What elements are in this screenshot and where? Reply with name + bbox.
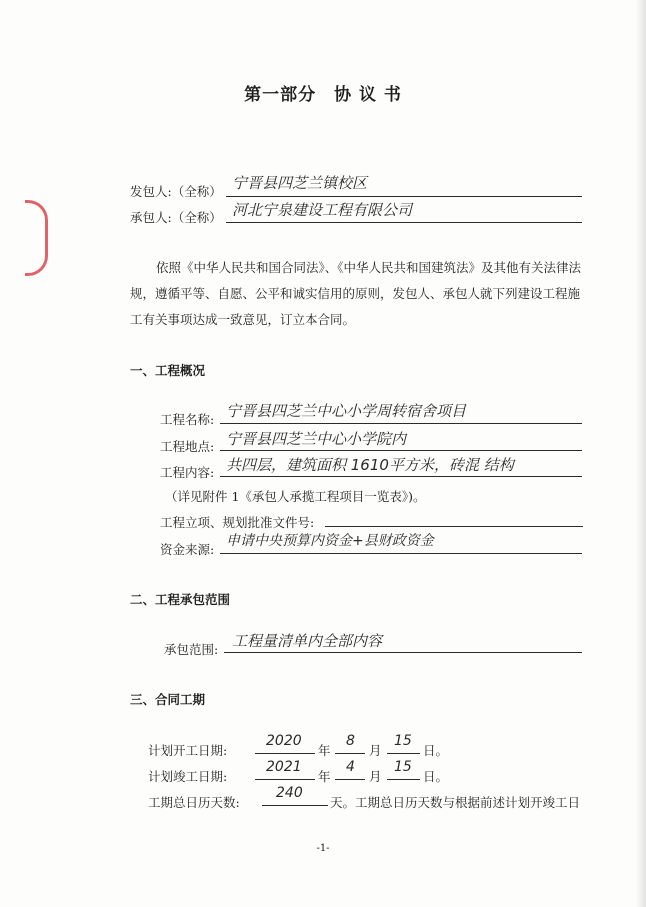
duration-value: 240 xyxy=(276,785,303,801)
project-content-label: 工程内容: xyxy=(160,465,215,480)
end-date-label: 计划竣工日期: xyxy=(148,769,228,784)
start-month-value: 8 xyxy=(346,733,355,749)
section3-heading: 三、合同工期 xyxy=(130,692,206,707)
start-day-unit: 日。 xyxy=(423,743,449,758)
attachment-note: （详见附件 1《承包人承揽工程项目一览表》)。 xyxy=(165,489,426,504)
end-month-underline xyxy=(335,779,365,780)
end-year-underline xyxy=(255,779,315,780)
intro-text: 依照《中华人民共和国合同法》、《中华人民共和国建筑法》及其他有关法律法规，遵循平等、自愿、公平和诚实信用的原则，发包人、承包人就下列建设工程施工有关事项达成一致意见，订立本合同。 xyxy=(130,260,582,327)
project-location-label: 工程地点: xyxy=(160,439,215,454)
end-day-underline xyxy=(387,779,420,780)
contractor-label: 承包人:（全称） xyxy=(130,210,222,225)
employer-label: 发包人:（全称） xyxy=(130,184,222,199)
approval-label: 工程立项、规划批准文件号: xyxy=(160,515,315,530)
project-name-value: 宁晋县四芝兰中心小学周转宿舍项目 xyxy=(226,402,467,420)
funding-underline xyxy=(220,553,582,554)
start-date-label: 计划开工日期: xyxy=(148,743,228,758)
end-month-unit: 月 xyxy=(369,769,382,784)
page-edge-shadow xyxy=(636,0,646,907)
funding-label: 资金来源: xyxy=(160,542,215,557)
contractor-value: 河北宁泉建设工程有限公司 xyxy=(232,201,413,219)
duration-underline xyxy=(262,805,328,806)
section2-heading: 二、工程承包范围 xyxy=(130,592,231,607)
project-name-underline xyxy=(220,423,582,424)
project-name-label: 工程名称: xyxy=(160,412,215,427)
employer-value: 宁晋县四芝兰镇校区 xyxy=(232,174,368,192)
section1-heading: 一、工程概况 xyxy=(130,363,206,378)
page-title: 第一部分 协 议 书 xyxy=(244,85,402,105)
scope-value: 工程量清单内全部内容 xyxy=(232,632,383,650)
project-location-value: 宁晋县四芝兰中心小学院内 xyxy=(226,430,407,448)
duration-tail: 天。工期总日历天数与根据前述计划开竣工日 xyxy=(330,795,581,810)
scope-underline xyxy=(224,652,582,653)
duration-label: 工期总日历天数: xyxy=(148,795,240,810)
page-number: -1- xyxy=(316,843,330,854)
end-day-unit: 日。 xyxy=(423,769,449,784)
project-content-value: 共四层，建筑面积 1610平方米，砖混 结构 xyxy=(226,456,514,474)
funding-value: 申请中央预算内资金+县财政资金 xyxy=(226,533,434,549)
end-month-value: 4 xyxy=(346,759,355,775)
project-location-underline xyxy=(220,450,582,451)
end-day-value: 15 xyxy=(394,759,412,775)
start-year-value: 2020 xyxy=(266,733,302,749)
start-month-unit: 月 xyxy=(369,743,382,758)
contractor-underline xyxy=(226,222,582,223)
start-year-underline xyxy=(255,753,315,754)
scope-label: 承包范围: xyxy=(164,642,219,657)
red-stamp-fragment xyxy=(25,200,48,276)
start-day-underline xyxy=(387,753,420,754)
end-year-value: 2021 xyxy=(266,759,302,775)
start-year-unit: 年 xyxy=(318,743,331,758)
start-month-underline xyxy=(335,753,365,754)
end-year-unit: 年 xyxy=(318,769,331,784)
project-content-underline xyxy=(220,476,582,477)
intro-paragraph xyxy=(130,255,590,333)
approval-underline xyxy=(325,526,583,527)
employer-underline xyxy=(226,196,582,197)
start-day-value: 15 xyxy=(394,733,412,749)
